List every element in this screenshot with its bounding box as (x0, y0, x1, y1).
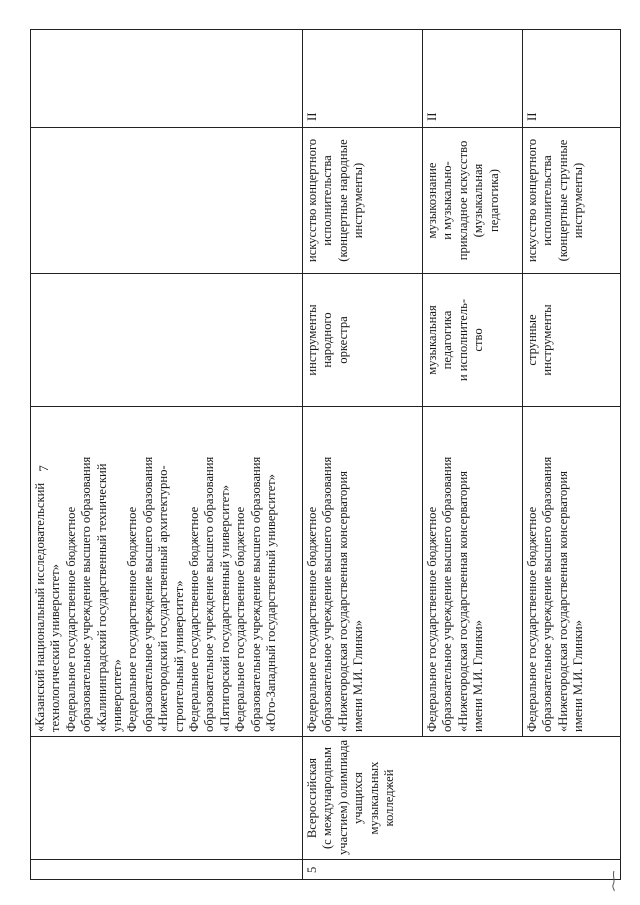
profile-cell-line: инструменты (540, 304, 555, 376)
row-number-cell: 5 (303, 860, 621, 880)
university-cell-line: Федеральное государственное бюджетное (305, 506, 319, 732)
profile-cell (423, 274, 523, 407)
profile-cell (303, 274, 423, 407)
specialty-cell-line: искусство концертного (525, 138, 539, 263)
profile-cell (523, 274, 621, 407)
specialty-cell-line: искусство концертного (305, 138, 319, 263)
profile-cell-line: струнные (525, 314, 539, 366)
specialty-cell-line: прикладное искусство (455, 140, 470, 261)
university-cell-line: образовательное учреждение высшего образования (320, 456, 335, 732)
university-cell-line: «Калининградский государственный технический (94, 463, 109, 732)
specialty-cell-line: (музыкальная (471, 163, 486, 238)
specialty-cell-line: инструменты) (351, 162, 366, 239)
specialty-cell-line: педагогика) (486, 169, 501, 232)
university-cell (303, 407, 423, 737)
university-cell-line: университет» (110, 659, 125, 732)
row-number-cell (31, 860, 303, 880)
olympiad-name-cell-line: Всероссийская (305, 757, 319, 839)
university-cell-line: Федеральное государственное бюджетное (425, 506, 439, 732)
rotated-table-container (30, 30, 620, 880)
university-cell-line: «Нижегородская государственная консерватория (455, 471, 470, 732)
university-cell-line: образовательное учреждение высшего образования (202, 456, 217, 732)
university-cell-line: имени М.И. Глинки» (471, 620, 486, 732)
profile-cell-line: инструменты (305, 304, 319, 376)
profile-cell-line: ство (471, 328, 486, 352)
olympiad-table (30, 29, 621, 880)
specialty-cell-line: (концертные народные (335, 139, 350, 262)
university-cell (31, 407, 303, 737)
university-cell-line: «Нижегородская государственная консерватория (335, 471, 350, 732)
table-row (31, 30, 303, 880)
olympiad-name-cell (31, 737, 303, 860)
specialty-cell-line: музыкознание (425, 162, 439, 239)
university-cell-line: имени М.И. Глинки» (351, 620, 366, 732)
margin-mark (610, 870, 618, 892)
university-cell-line: имени М.И. Глинки» (571, 620, 586, 732)
specialty-cell-line: исполнительства (320, 155, 335, 246)
specialty-cell (303, 128, 423, 274)
olympiad-name-cell (303, 737, 621, 860)
specialty-cell (523, 128, 621, 274)
level-cell (31, 30, 303, 128)
profile-cell (31, 274, 303, 407)
page-number: 7 (35, 465, 51, 472)
specialty-cell (31, 128, 303, 274)
profile-cell-line: и исполнитель- (455, 298, 470, 382)
level-cell: II (423, 30, 523, 128)
university-cell-line: образовательное учреждение высшего образования (440, 456, 455, 732)
specialty-cell-line: и музыкально- (440, 161, 455, 240)
olympiad-name-cell-line: (с международным (320, 746, 335, 850)
university-cell-line: Федеральное государственное бюджетное (233, 506, 248, 732)
olympiad-name-cell-line: участием) олимпиада (335, 739, 350, 855)
university-cell-line: строительный университет» (171, 580, 186, 732)
specialty-cell-line: исполнительства (540, 155, 555, 246)
university-cell (423, 407, 523, 737)
university-cell-line: Федеральное государственное бюджетное (525, 506, 539, 732)
specialty-cell (423, 128, 523, 274)
university-cell-line: Федеральное государственное бюджетное (187, 506, 202, 732)
table-row (303, 30, 423, 880)
university-cell-line: образовательное учреждение высшего образования (248, 456, 263, 732)
specialty-cell-line: инструменты) (571, 162, 586, 239)
university-cell-line: Федеральное государственное бюджетное (63, 506, 78, 732)
university-cell-line: Федеральное государственное бюджетное (125, 506, 140, 732)
profile-cell-line: педагогика (440, 310, 455, 370)
level-cell: II (303, 30, 423, 128)
university-cell-line: «Пятигорский государственный университет» (217, 484, 232, 732)
university-cell-line: образовательное учреждение высшего образования (79, 456, 94, 732)
profile-cell-line: народного (320, 312, 335, 368)
university-cell-line: технологический университет» (48, 564, 63, 732)
olympiad-name-cell-line: учащихся (351, 772, 366, 824)
profile-cell-line: музыкальная (425, 305, 439, 375)
university-cell-line: «Нижегородский государственный архитектурно- (156, 465, 171, 732)
profile-cell-line: оркестра (335, 316, 350, 364)
specialty-cell-line: (концертные струнные (555, 139, 570, 262)
level-cell: II (523, 30, 621, 128)
university-cell-line: образовательное учреждение высшего образования (140, 456, 155, 732)
university-cell-line: «Юго-Западный государственный университет» (264, 474, 279, 732)
university-cell (523, 407, 621, 737)
olympiad-name-cell-line: колледжей (382, 769, 397, 827)
university-cell-line: образовательное учреждение высшего образования (540, 456, 555, 732)
olympiad-name-cell-line: музыкальных (366, 761, 381, 835)
university-cell-line: «Казанский национальный исследовательский (33, 482, 47, 732)
university-cell-line: «Нижегородская государственная консерватория (555, 471, 570, 732)
